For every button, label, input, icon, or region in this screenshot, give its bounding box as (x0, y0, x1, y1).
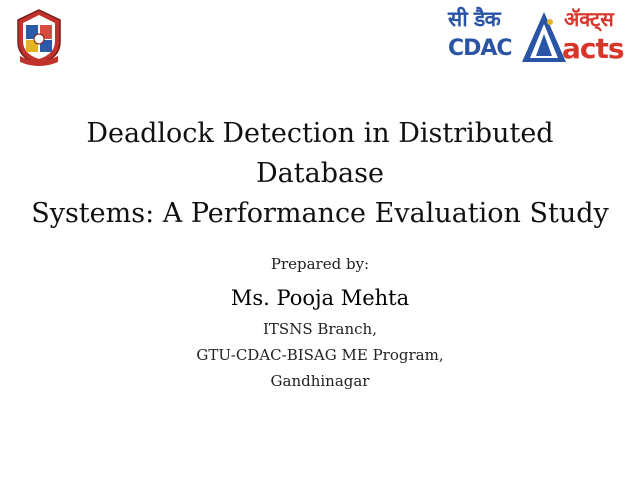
branch-text: ITSNS Branch, (262, 320, 377, 338)
university-emblem-logo (14, 8, 64, 66)
emblem-icon (14, 8, 64, 66)
author-name: Ms. Pooja Mehta (230, 286, 410, 310)
slide-title (20, 114, 620, 234)
acts-latin-wordmark: acts (562, 32, 624, 65)
acts-hindi-wordmark: ॲक्ट्स (564, 7, 614, 31)
acts-logo (520, 6, 632, 66)
presenter-info (0, 252, 640, 394)
cdac-latin-wordmark: CDAC (448, 36, 512, 61)
title-line-1: Deadlock Detection in Distributed Database (86, 118, 554, 189)
cdac-hindi-wordmark: सी डैक (448, 7, 501, 31)
city-text: Gandhinagar (270, 372, 370, 390)
acts-triangle-icon (520, 10, 568, 64)
program-text: GTU-CDAC-BISAG ME Program, (196, 346, 444, 364)
cdac-logo (448, 6, 520, 64)
prepared-by-label: Prepared by: (270, 255, 370, 273)
title-line-2: Systems: A Performance Evaluation Study (31, 198, 609, 229)
